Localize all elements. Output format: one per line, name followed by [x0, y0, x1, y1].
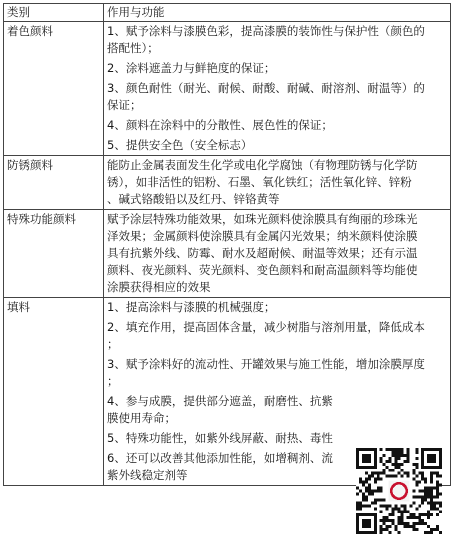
content-line: 5、提供安全色（安全标志）: [107, 138, 253, 152]
row-content: [104, 22, 451, 156]
content-line: 能防止金属表面发生化学或电化学腐蚀（有物理防锈与化学防: [107, 158, 418, 172]
table-row: [4, 22, 451, 156]
content-line: ；: [107, 374, 119, 388]
content-line: 赋予涂层特殊功能效果，如珠光颜料使涂膜具有绚丽的珍珠光: [107, 212, 418, 226]
content-line: 膜使用寿命；: [107, 411, 176, 425]
content-line: 4、参与成膜，提供部分遮盖，耐磨性、抗紫: [107, 394, 333, 408]
row-content: [104, 298, 451, 486]
content-line: 2、涂料遮盖力与鲜艳度的保证；: [107, 61, 276, 75]
content-line: 搭配性）；: [107, 41, 159, 55]
content-line: 2、填充作用，提高固体含量，减少树脂与溶剂用量，降低成本: [107, 320, 425, 334]
content-line: 具有抗紫外线、防霉、耐水及超耐候、耐温等效果；还有示温: [107, 246, 418, 260]
row-category: 填料: [4, 298, 104, 486]
content-line: 泽效果；金属颜料使涂膜具有金属闪光效果；纳米颜料使涂膜: [107, 229, 418, 243]
row-content: [104, 156, 451, 210]
content-line: 保证；: [107, 98, 142, 112]
row-category: 防锈颜料: [4, 156, 104, 210]
pigment-function-table: [3, 3, 451, 486]
content-line: 3、颜色耐性（耐光、耐候、耐酸、耐碱、耐溶剂、耐温等）的: [107, 81, 425, 95]
table-row: [4, 210, 451, 298]
content-line: 涂膜获得相应的效果: [107, 280, 211, 294]
row-category: 着色颜料: [4, 22, 104, 156]
content-line: 3、赋予涂料好的流动性、开罐效果与施工性能，增加涂膜厚度: [107, 357, 425, 371]
table-row: [4, 298, 451, 486]
qr-code-icon: [356, 448, 442, 534]
content-line: 锈），如非活性的铝粉、石墨、氧化铁红；活性氧化锌、锌粉: [107, 175, 412, 189]
content-line: 6、还可以改善其他添加性能，如增稠剂、流: [107, 451, 333, 465]
row-category: 特殊功能颜料: [4, 210, 104, 298]
content-line: 4、颜料在涂料中的分散性、展色性的保证；: [107, 118, 333, 132]
content-line: 、碱式铬酸铅以及红丹、锌铬黄等: [107, 192, 280, 206]
content-line: 紫外线稳定剂等: [107, 468, 188, 482]
table-row: [4, 156, 451, 210]
content-line: 5、特殊功能性，如紫外线屏蔽、耐热、毒性: [107, 431, 333, 445]
content-line: 颜料、夜光颜料、荧光颜料、变色颜料和耐高温颜料等均能使: [107, 263, 418, 277]
content-line: ；: [107, 337, 119, 351]
header-category: 类别: [4, 4, 104, 22]
content-line: 1、提高涂料与漆膜的机械强度；: [107, 300, 276, 314]
content-line: 1、赋予涂料与漆膜色彩，提高漆膜的装饰性与保护性（颜色的: [107, 24, 425, 38]
row-content: [104, 210, 451, 298]
table-header-row: [4, 4, 451, 22]
header-function: 作用与功能: [104, 4, 451, 22]
